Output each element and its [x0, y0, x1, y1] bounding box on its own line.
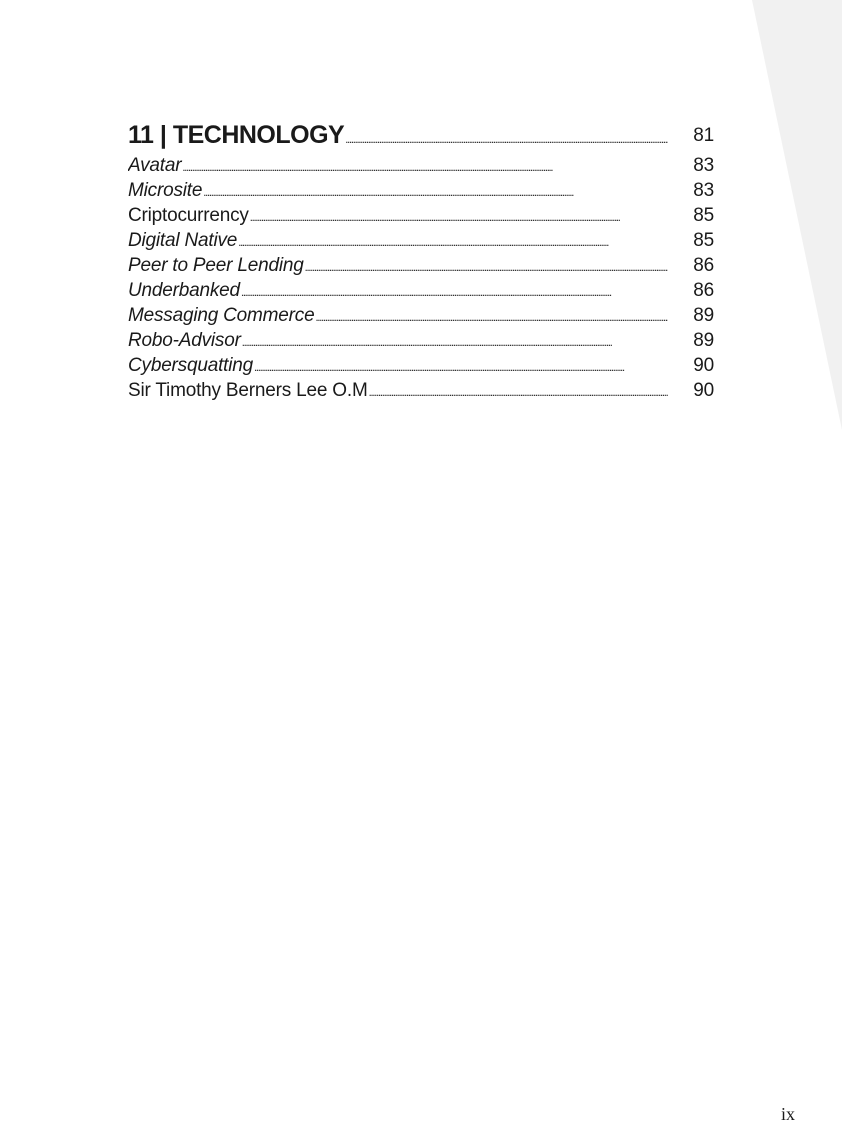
toc-entry-title: Digital Native [128, 230, 238, 251]
toc-entry-page: 85 [693, 205, 714, 226]
toc-entry[interactable] [128, 378, 714, 403]
toc-entry-title: Microsite [128, 180, 203, 201]
toc-entry[interactable] [128, 253, 714, 278]
toc-entry-title: Criptocurrency [128, 205, 249, 226]
toc-entry-title: 11 | TECHNOLOGY [128, 121, 345, 149]
toc-entry-title: Underbanked [128, 280, 240, 301]
toc-entry-page: 83 [693, 155, 714, 176]
toc-entry-page: 86 [693, 280, 714, 301]
toc-entry-title: Avatar [128, 155, 182, 176]
toc-entry[interactable] [128, 228, 714, 253]
toc-chapter-heading[interactable] [128, 118, 714, 153]
decorative-side-band [752, 0, 842, 430]
page-number: ix [780, 1104, 795, 1124]
toc-entry[interactable] [128, 303, 714, 328]
toc-entry-page: 89 [693, 330, 714, 351]
toc-entry[interactable] [128, 353, 714, 378]
toc-entry[interactable] [128, 178, 714, 203]
toc-entry-page: 90 [693, 380, 714, 401]
toc-entry-page: 89 [693, 305, 714, 326]
toc-entry[interactable] [128, 203, 714, 228]
toc-entry-page: 85 [693, 230, 714, 251]
toc-entry[interactable] [128, 328, 714, 353]
toc-entry-title: Peer to Peer Lending [128, 255, 304, 276]
toc-entry-page: 86 [693, 255, 714, 276]
toc-entry[interactable] [128, 278, 714, 303]
table-of-contents [128, 118, 714, 403]
toc-entry-page: 90 [693, 355, 714, 376]
toc-entry-page: 81 [693, 125, 714, 146]
toc-entry[interactable] [128, 153, 714, 178]
toc-entry-title: Robo-Advisor [128, 330, 241, 351]
toc-entry-title: Sir Timothy Berners Lee O.M [128, 380, 368, 401]
toc-entry-page: 83 [693, 180, 714, 201]
toc-entry-title: Cybersquatting [128, 355, 253, 376]
toc-entry-title: Messaging Commerce [128, 305, 315, 326]
